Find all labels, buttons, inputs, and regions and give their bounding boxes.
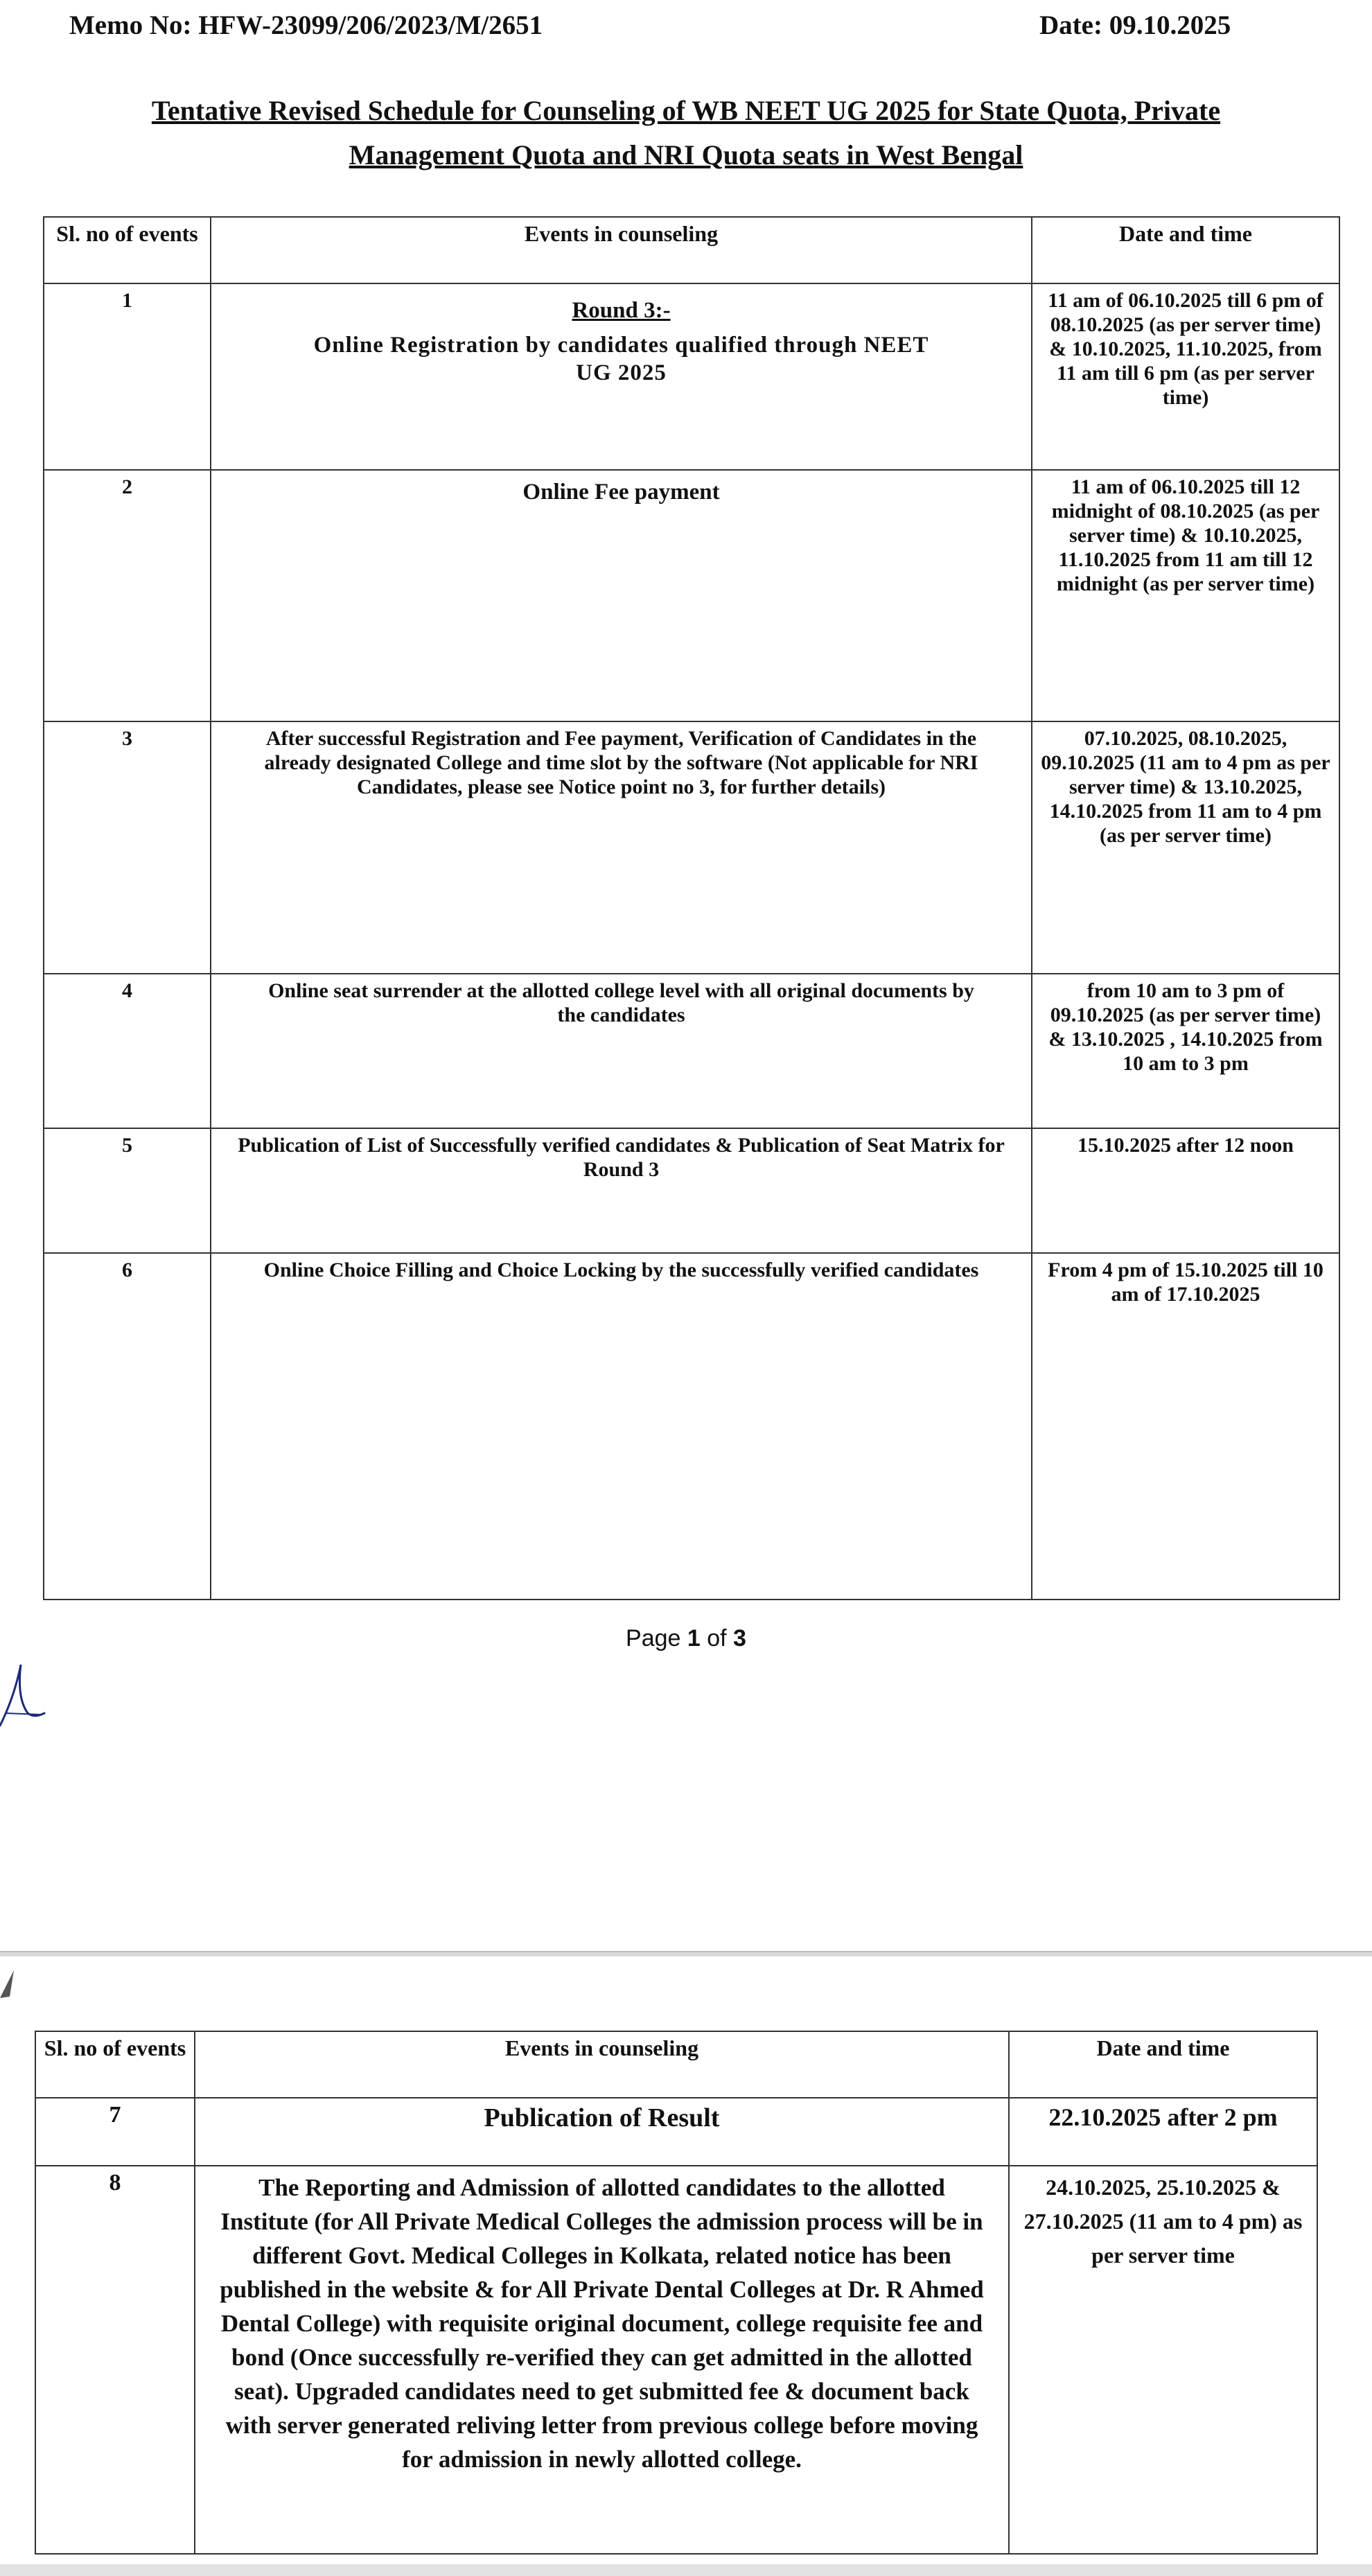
table-row	[44, 1253, 1339, 1600]
page-prefix: Page	[626, 1625, 687, 1651]
row-date-time: 11 am of 06.10.2025 till 12 midnight of 08.10.2025 (as per server time) & 10.10.2025, 11.10.2025 from 11 am till 12 midnight (as per server time)	[1032, 470, 1339, 721]
row-sl-no: 8	[35, 2166, 195, 2554]
page-mid: of	[700, 1625, 734, 1651]
row-sl-no: 6	[44, 1253, 211, 1600]
row-sl-no: 3	[44, 721, 211, 974]
row-date-time: from 10 am to 3 pm of 09.10.2025 (as per server time) & 13.10.2025 , 14.10.2025 from 10 am to 3 pm	[1032, 974, 1339, 1128]
row-event	[211, 283, 1032, 470]
row-sl-no: 5	[44, 1128, 211, 1253]
page-number	[0, 1625, 1372, 1652]
schedule-table-page-2	[35, 2031, 1318, 2555]
table-header-row	[35, 2031, 1317, 2098]
row-event: Online Choice Filling and Choice Locking by the successfully verified candidates	[211, 1253, 1032, 1600]
memo-number: Memo No: HFW-23099/206/2023/M/2651	[69, 10, 543, 40]
header-events: Events in counseling	[211, 217, 1032, 283]
page-corner-mark	[0, 1956, 28, 1998]
header-date-time: Date and time	[1009, 2031, 1317, 2098]
title-line-2: Management Quota and NRI Quota seats in West Bengal	[349, 139, 1023, 170]
table-row	[44, 721, 1339, 974]
header-sl-no: Sl. no of events	[44, 217, 211, 283]
table-row	[35, 2098, 1317, 2166]
memo-header	[69, 10, 1372, 51]
row-event: After successful Registration and Fee payment, Verification of Candidates in the already designated College and time slot by the software (Not applicable for NRI Candidates, please see Notice point no 3, for further details)	[211, 721, 1032, 974]
row-date-time: 24.10.2025, 25.10.2025 & 27.10.2025 (11 am to 4 pm) as per server time	[1009, 2166, 1317, 2554]
row-sl-no: 1	[44, 283, 211, 470]
title-line-1: Tentative Revised Schedule for Counseling of WB NEET UG 2025 for State Quota, Private	[151, 95, 1221, 126]
row-event: The Reporting and Admission of allotted candidates to the allotted Institute (for All Private Medical Colleges the admission process will be in different Govt. Medical Colleges in Kolkata, related notice has been published in the website & for All Private Dental Colleges at Dr. R Ahmed Dental College) with requisite original document, college requisite fee and bond (Once successfully re-verified they can get admitted in the allotted seat). Upgraded candidates need to get submitted fee & document back with server generated reliving letter from previous college before moving for admission in newly allotted college.	[195, 2166, 1009, 2554]
table-header-row	[44, 217, 1339, 283]
page-total: 3	[733, 1625, 746, 1651]
memo-date: Date: 09.10.2025	[1039, 10, 1231, 40]
row-date-time: 07.10.2025, 08.10.2025, 09.10.2025 (11 am to 4 pm as per server time) & 13.10.2025, 14.10.2025 from 11 am to 4 pm (as per server time)	[1032, 721, 1339, 974]
table-row	[44, 1128, 1339, 1253]
row-sl-no: 7	[35, 2098, 195, 2166]
table-row	[44, 283, 1339, 470]
header-events: Events in counseling	[195, 2031, 1009, 2098]
signature-mark	[0, 1649, 62, 1733]
row-date-time: From 4 pm of 15.10.2025 till 10 am of 17.10.2025	[1032, 1253, 1339, 1600]
row-sl-no: 4	[44, 974, 211, 1128]
row-event: Online Fee payment	[211, 470, 1032, 721]
row-event: Publication of Result	[195, 2098, 1009, 2166]
row-date-time: 15.10.2025 after 12 noon	[1032, 1128, 1339, 1253]
bottom-bar	[0, 2564, 1372, 2576]
registration-line-1: Online Registration by candidates qualified through NEET	[313, 333, 929, 358]
page-current: 1	[687, 1625, 701, 1651]
table-row	[44, 470, 1339, 721]
table-row	[35, 2166, 1317, 2554]
row-date-time: 11 am of 06.10.2025 till 6 pm of 08.10.2025 (as per server time) & 10.10.2025, 11.10.2025, from 11 am till 6 pm (as per server time)	[1032, 283, 1339, 470]
document-title	[69, 89, 1303, 177]
registration-line-2: UG 2025	[576, 360, 667, 385]
header-sl-no: Sl. no of events	[35, 2031, 195, 2098]
row-event: Publication of List of Successfully verified candidates & Publication of Seat Matrix for Round 3	[211, 1128, 1032, 1253]
row-event: Online seat surrender at the allotted college level with all original documents by the candidates	[211, 974, 1032, 1128]
table-row	[44, 974, 1339, 1128]
row-sl-no: 2	[44, 470, 211, 721]
document-page-2	[0, 1956, 1372, 2576]
row-date-time: 22.10.2025 after 2 pm	[1009, 2098, 1317, 2166]
schedule-table-page-1	[43, 216, 1340, 1600]
header-date-time: Date and time	[1032, 217, 1339, 283]
round-heading: Round 3:-	[572, 298, 671, 323]
